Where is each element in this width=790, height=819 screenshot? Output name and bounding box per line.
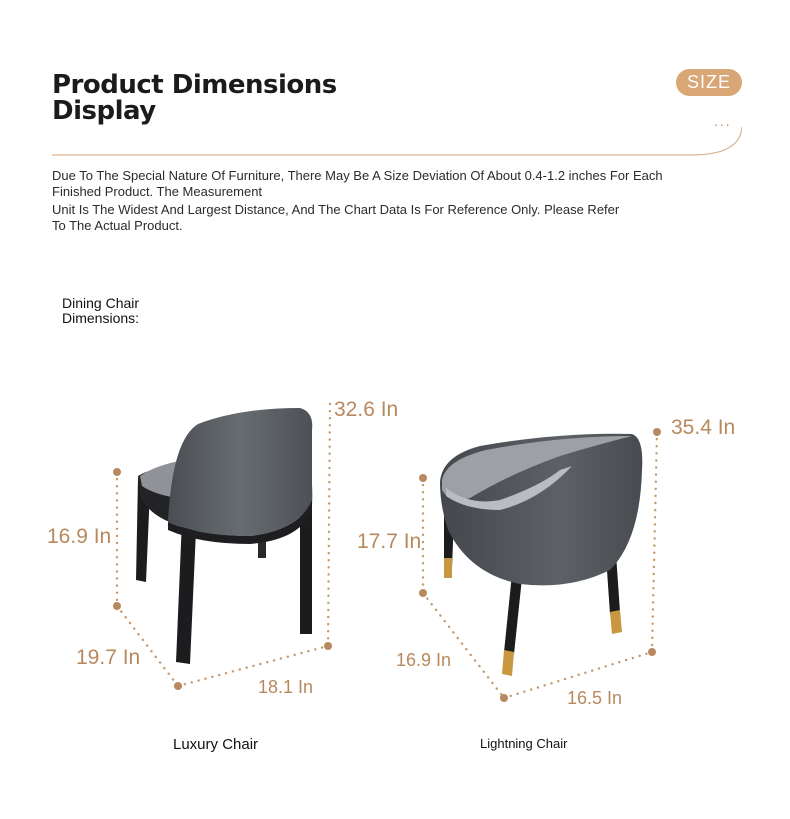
- lightning-chair-caption: Lightning Chair: [480, 736, 568, 751]
- lightning-depth-label: 16.9 In: [396, 650, 452, 670]
- luxury-chair-image: [136, 408, 312, 664]
- more-dots-icon: ...: [714, 113, 732, 129]
- luxury-chair-caption: Luxury Chair: [173, 736, 259, 753]
- size-badge: SIZE: [676, 69, 742, 96]
- luxury-seat-height-label: 16.9 In: [47, 525, 112, 548]
- disclaimer-line4: To The Actual Product.: [52, 217, 183, 233]
- disclaimer-line3: Unit Is The Widest And Largest Distance, And The Chart Data Is For Reference Only. Please Refer: [52, 202, 620, 217]
- luxury-depth-label: 19.7 In: [76, 646, 141, 669]
- lightning-width-label: 16.5 In: [567, 688, 623, 708]
- page-title-line1: Product Dimensions: [52, 70, 337, 100]
- lightning-chair-image: [440, 434, 642, 676]
- disclaimer-line1: Due To The Special Nature Of Furniture, There May Be A Size Deviation Of About 0.4-1.2 inches For Each: [52, 168, 663, 183]
- section-heading-line1: Dining Chair: [62, 295, 140, 311]
- section-heading-line2: Dimensions:: [62, 310, 140, 326]
- luxury-height-label: 32.6 In: [334, 398, 399, 421]
- lightning-height-label: 35.4 In: [671, 416, 736, 439]
- disclaimer-line2: Finished Product. The Measurement: [52, 183, 263, 199]
- lightning-seat-height-label: 17.7 In: [357, 530, 422, 553]
- luxury-width-label: 18.1 In: [258, 677, 314, 697]
- page-title-line2: Display: [52, 96, 156, 126]
